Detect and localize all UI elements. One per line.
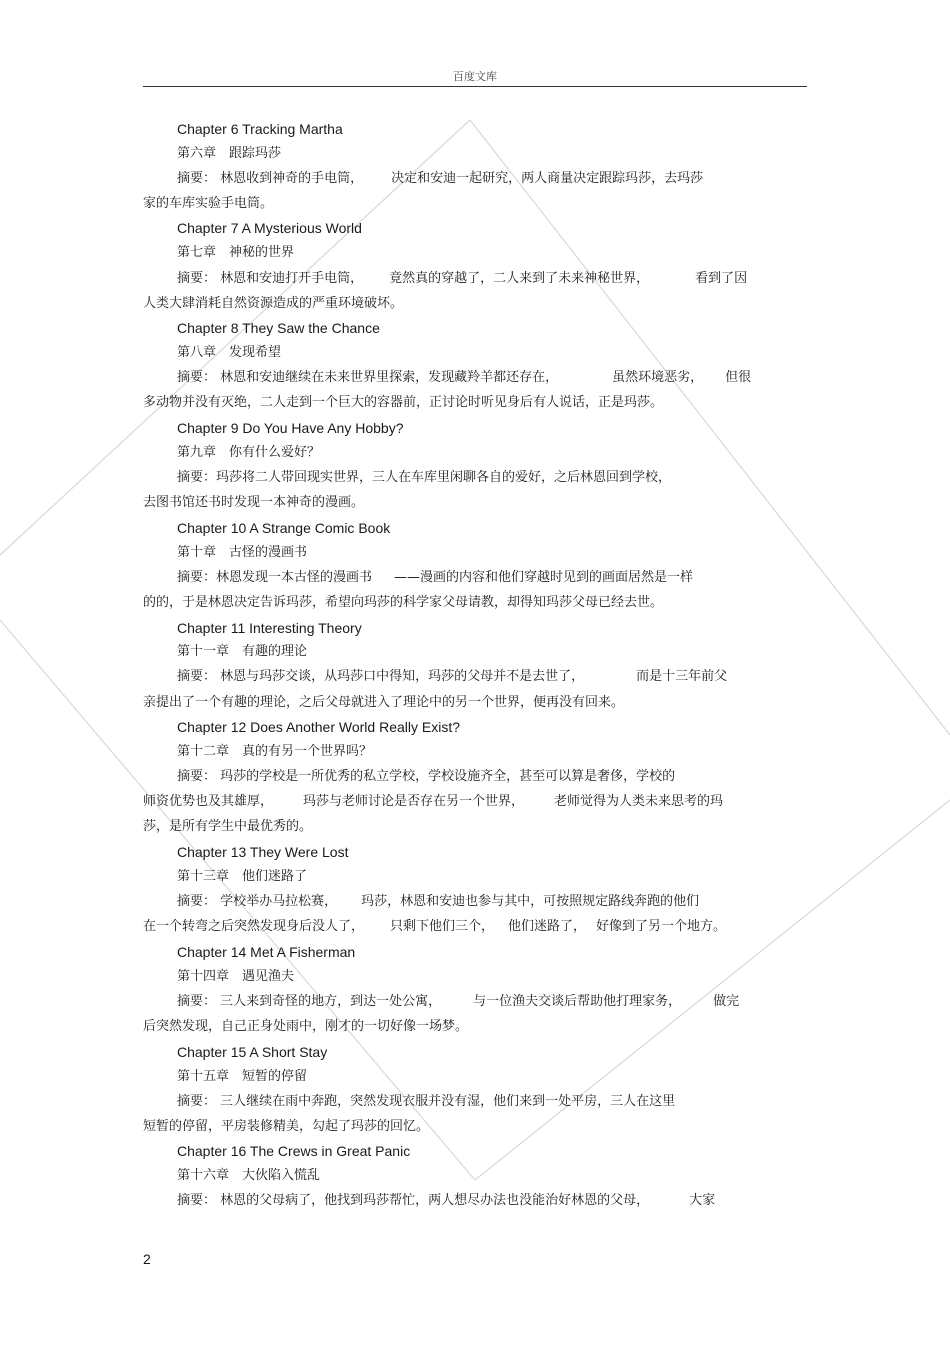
summary-line: 莎，是所有学生中最优秀的。 bbox=[143, 819, 313, 834]
chapter-title-zh: 第十四章 遇见渔夫 bbox=[177, 969, 295, 984]
document-header: 百度文库 bbox=[453, 70, 497, 83]
summary-line: 摘要：玛莎将二人带回现实世界，三人在车库里闲聊各自的爱好，之后林恩回到学校， bbox=[177, 470, 672, 485]
summary-line: 摘要： 玛莎的学校是一所优秀的私立学校，学校设施齐全，甚至可以算是奢侈，学校的 bbox=[177, 769, 676, 784]
summary-line: 摘要： 林恩收到神奇的手电筒， 决定和安迪一起研究，两人商量决定跟踪玛莎，去玛莎 bbox=[177, 171, 704, 186]
chapter-title-zh: 第十三章 他们迷路了 bbox=[177, 869, 308, 884]
summary-line: 多动物并没有灭绝，二人走到一个巨大的容器前，正讨论时听见身后有人说话，正是玛莎。 bbox=[143, 395, 664, 410]
chapter-title-en: Chapter 14 Met A Fisherman bbox=[177, 944, 356, 960]
summary-line: 摘要： 学校举办马拉松赛， 玛莎，林恩和安迪也参与其中，可按照规定路线奔跑的他们 bbox=[177, 894, 700, 909]
chapter-title-zh: 第八章 发现希望 bbox=[177, 345, 282, 360]
summary-line: 摘要： 三人来到奇怪的地方，到达一处公寓， 与一位渔夫交谈后帮助他打理家务， 做完 bbox=[177, 994, 740, 1009]
header-divider bbox=[143, 86, 807, 87]
chapter-title-en: Chapter 12 Does Another World Really Exist? bbox=[177, 719, 460, 735]
summary-line: 摘要： 林恩和安迪打开手电筒， 竟然真的穿越了，二人来到了未来神秘世界， 看到了因 bbox=[177, 271, 748, 286]
chapter-title-en: Chapter 7 A Mysterious World bbox=[177, 220, 362, 236]
chapter-title-zh: 第十六章 大伙陷入慌乱 bbox=[177, 1168, 321, 1183]
chapter-title-en: Chapter 8 They Saw the Chance bbox=[177, 320, 380, 336]
chapter-title-zh: 第七章 神秘的世界 bbox=[177, 245, 295, 260]
chapter-title-en: Chapter 6 Tracking Martha bbox=[177, 121, 343, 137]
chapter-title-zh: 第十二章 真的有另一个世界吗？ bbox=[177, 744, 373, 759]
summary-line: 在一个转弯之后突然发现身后没人了， 只剩下他们三个， 他们迷路了， 好像到了另一个地方。 bbox=[143, 919, 727, 934]
chapter-title-zh: 第九章 你有什么爱好？ bbox=[177, 445, 321, 460]
summary-line: 摘要： 林恩的父母病了，他找到玛莎帮忙，两人想尽办法也没能治好林恩的父母， 大家 bbox=[177, 1193, 716, 1208]
summary-line: 摘要： 林恩和安迪继续在未来世界里探索，发现藏羚羊都还存在， 虽然环境恶劣， 但很 bbox=[177, 370, 752, 385]
summary-line: 摘要： 林恩与玛莎交谈，从玛莎口中得知，玛莎的父母并不是去世了， 而是十三年前父 bbox=[177, 669, 728, 684]
summary-line: 短暂的停留，平房装修精美，勾起了玛莎的回忆。 bbox=[143, 1119, 430, 1134]
summary-line: 人类大肆消耗自然资源造成的严重环境破坏。 bbox=[143, 296, 404, 311]
chapter-title-en: Chapter 9 Do You Have Any Hobby? bbox=[177, 420, 404, 436]
chapter-title-en: Chapter 13 They Were Lost bbox=[177, 844, 349, 860]
summary-line: 家的车库实验手电筒。 bbox=[143, 196, 274, 211]
summary-line: 去图书馆还书时发现一本神奇的漫画。 bbox=[143, 495, 365, 510]
chapter-title-en: Chapter 11 Interesting Theory bbox=[177, 620, 362, 636]
summary-line: 师资优势也及其雄厚， 玛莎与老师讨论是否存在另一个世界， 老师觉得为人类未来思考的玛 bbox=[143, 794, 724, 809]
summary-line: 的的，于是林恩决定告诉玛莎，希望向玛莎的科学家父母请教，却得知玛莎父母已经去世。 bbox=[143, 595, 664, 610]
summary-line: 后突然发现，自己正身处雨中，刚才的一切好像一场梦。 bbox=[143, 1019, 469, 1034]
summary-line: 摘要：林恩发现一本古怪的漫画书 ——漫画的内容和他们穿越时见到的画面居然是一样 bbox=[177, 570, 694, 585]
chapter-title-zh: 第十章 古怪的漫画书 bbox=[177, 545, 308, 560]
page-number: 2 bbox=[143, 1251, 151, 1267]
chapter-title-zh: 第十五章 短暂的停留 bbox=[177, 1069, 308, 1084]
chapter-title-en: Chapter 10 A Strange Comic Book bbox=[177, 520, 391, 536]
chapter-title-en: Chapter 16 The Crews in Great Panic bbox=[177, 1143, 411, 1159]
summary-line: 摘要： 三人继续在雨中奔跑，突然发现衣服并没有湿，他们来到一处平房，三人在这里 bbox=[177, 1094, 676, 1109]
summary-line: 亲提出了一个有趣的理论，之后父母就进入了理论中的另一个世界，便再没有回来。 bbox=[143, 695, 625, 710]
chapter-title-en: Chapter 15 A Short Stay bbox=[177, 1044, 328, 1060]
chapter-title-zh: 第六章 跟踪玛莎 bbox=[177, 146, 282, 161]
chapter-title-zh: 第十一章 有趣的理论 bbox=[177, 644, 308, 659]
